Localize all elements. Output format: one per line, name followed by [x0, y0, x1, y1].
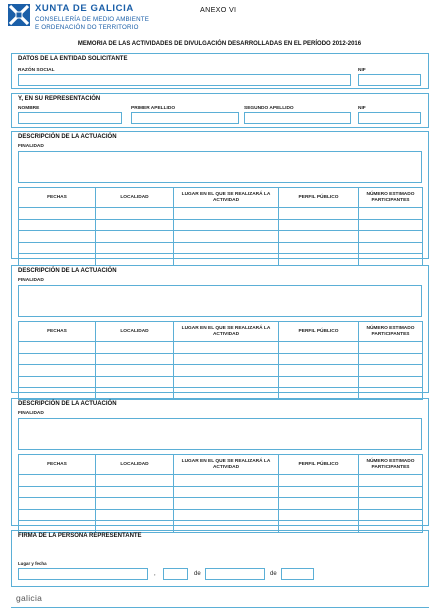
table-cell[interactable] [279, 231, 359, 243]
column-header: LUGAR EN EL QUE SE REALIZARÁ LA ACTIVIDAD [174, 322, 279, 342]
table-cell[interactable] [359, 475, 423, 487]
section-heading: DESCRIPCIÓN DE LA ACTUACIÓN [18, 401, 117, 407]
table-cell[interactable] [279, 208, 359, 220]
table-cell[interactable] [174, 231, 279, 243]
table-cell[interactable] [19, 509, 96, 521]
column-header: PERFIL PÚBLICO [279, 322, 359, 342]
section-heading: DESCRIPCIÓN DE LA ACTUACIÓN [18, 268, 117, 274]
table-row [19, 242, 423, 254]
galicia-footer-logo [16, 593, 42, 603]
table-cell[interactable] [279, 353, 359, 365]
table-cell[interactable] [359, 509, 423, 521]
page-title: MEMORIA DE LAS ACTIVIDADES DE DIVULGACIÓN DESARROLLADAS EN EL PERÍODO 2012-2016 [77, 41, 362, 47]
footer-divider [11, 607, 429, 608]
finalidad-label: FINALIDAD [18, 411, 44, 416]
table-cell[interactable] [96, 509, 174, 521]
table-cell[interactable] [96, 365, 174, 377]
document-header [8, 3, 433, 37]
table-cell[interactable] [279, 254, 359, 266]
table-cell[interactable] [359, 231, 423, 243]
table-row [19, 208, 423, 220]
annex-label: ANEXO VI [200, 5, 237, 14]
table-cell[interactable] [174, 365, 279, 377]
table-cell[interactable] [19, 498, 96, 510]
table-cell[interactable] [96, 208, 174, 220]
table-cell[interactable] [19, 254, 96, 266]
table-row [19, 376, 423, 388]
table-row [19, 231, 423, 243]
table-cell[interactable] [96, 219, 174, 231]
activities-table [18, 321, 423, 400]
column-header: LUGAR EN EL QUE SE REALIZARÁ LA ACTIVIDAD [174, 455, 279, 475]
de-separator-1: de [194, 571, 201, 577]
activities-table [18, 187, 423, 266]
action-section [11, 131, 429, 259]
applicant-section [11, 53, 429, 89]
table-cell[interactable] [279, 475, 359, 487]
day-field[interactable] [163, 568, 188, 580]
table-cell[interactable] [19, 353, 96, 365]
table-cell[interactable] [279, 342, 359, 354]
table-cell[interactable] [279, 509, 359, 521]
column-header: LOCALIDAD [96, 322, 174, 342]
table-cell[interactable] [19, 475, 96, 487]
table-cell[interactable] [279, 376, 359, 388]
department-line-1: CONSELLERÍA DE MEDIO AMBIENTE [35, 16, 150, 23]
column-header: PERFIL PÚBLICO [279, 455, 359, 475]
table-cell[interactable] [96, 486, 174, 498]
column-header: NÚMERO ESTIMADO PARTICIPANTES [359, 322, 423, 342]
table-cell[interactable] [174, 242, 279, 254]
nif-field[interactable] [358, 112, 421, 124]
finalidad-field[interactable] [18, 151, 422, 183]
table-row [19, 509, 423, 521]
place-field[interactable] [18, 568, 148, 580]
activities-table [18, 454, 423, 533]
column-header: LOCALIDAD [96, 188, 174, 208]
table-row [19, 342, 423, 354]
table-cell[interactable] [96, 342, 174, 354]
table-cell[interactable] [174, 475, 279, 487]
table-cell[interactable] [19, 376, 96, 388]
finalidad-label: FINALIDAD [18, 144, 44, 149]
table-cell[interactable] [359, 353, 423, 365]
table-cell[interactable] [96, 254, 174, 266]
table-cell[interactable] [174, 376, 279, 388]
table-cell[interactable] [359, 342, 423, 354]
table-cell[interactable] [19, 219, 96, 231]
column-header: FECHAS [19, 188, 96, 208]
table-cell[interactable] [174, 342, 279, 354]
table-cell[interactable] [359, 365, 423, 377]
table-cell[interactable] [174, 208, 279, 220]
brand-name: XUNTA DE GALICIA [35, 3, 134, 14]
table-cell[interactable] [174, 486, 279, 498]
table-cell[interactable] [96, 498, 174, 510]
action-section [11, 398, 429, 526]
nif-label: NIF [358, 68, 366, 73]
section-heading: Y, EN SU REPRESENTACIÓN [18, 96, 101, 102]
table-cell[interactable] [96, 353, 174, 365]
table-cell[interactable] [279, 242, 359, 254]
column-header: PERFIL PÚBLICO [279, 188, 359, 208]
table-cell[interactable] [359, 486, 423, 498]
segundo-apellido-label: SEGUNDO APELLIDO [244, 106, 294, 111]
table-cell[interactable] [19, 486, 96, 498]
table-row [19, 498, 423, 510]
table-cell[interactable] [19, 365, 96, 377]
primer-apellido-field[interactable] [131, 112, 239, 124]
nombre-label: NOMBRE [18, 106, 40, 111]
nif-label: NIF [358, 106, 366, 111]
table-cell[interactable] [96, 475, 174, 487]
table-cell[interactable] [19, 208, 96, 220]
column-header: LUGAR EN EL QUE SE REALIZARÁ LA ACTIVIDAD [174, 188, 279, 208]
table-cell[interactable] [174, 498, 279, 510]
nombre-field[interactable] [18, 112, 122, 124]
table-row [19, 365, 423, 377]
place-date-label: Lugar y fecha [18, 561, 47, 566]
segundo-apellido-field[interactable] [244, 112, 351, 124]
table-cell[interactable] [96, 242, 174, 254]
column-header: FECHAS [19, 455, 96, 475]
xunta-logo-icon [8, 4, 30, 26]
table-cell[interactable] [174, 219, 279, 231]
galicia-logo-text: galicia [16, 593, 43, 603]
table-cell[interactable] [279, 365, 359, 377]
table-cell[interactable] [174, 353, 279, 365]
section-heading: DESCRIPCIÓN DE LA ACTUACIÓN [18, 134, 117, 140]
column-header: NÚMERO ESTIMADO PARTICIPANTES [359, 455, 423, 475]
comma-separator: , [154, 571, 156, 577]
table-row [19, 486, 423, 498]
signature-section [11, 530, 429, 587]
table-cell[interactable] [359, 376, 423, 388]
table-cell[interactable] [174, 509, 279, 521]
department-line-2: E ORDENACIÓN DO TERRITORIO [35, 23, 139, 31]
razon-social-field[interactable] [18, 74, 351, 86]
year-field[interactable] [281, 568, 314, 580]
table-row [19, 219, 423, 231]
table-cell[interactable] [19, 342, 96, 354]
table-row [19, 254, 423, 266]
table-cell[interactable] [279, 498, 359, 510]
table-row [19, 475, 423, 487]
table-cell[interactable] [174, 254, 279, 266]
department-name [35, 16, 149, 31]
column-header: NÚMERO ESTIMADO PARTICIPANTES [359, 188, 423, 208]
table-cell[interactable] [359, 254, 423, 266]
section-heading: FIRMA DE LA PERSONA REPRESENTANTE [18, 533, 142, 539]
column-header: LOCALIDAD [96, 455, 174, 475]
nif-field[interactable] [358, 74, 421, 86]
month-field[interactable] [205, 568, 265, 580]
table-cell[interactable] [96, 231, 174, 243]
representative-section [11, 93, 429, 128]
table-cell[interactable] [19, 231, 96, 243]
table-cell[interactable] [359, 219, 423, 231]
table-row [19, 353, 423, 365]
table-cell[interactable] [279, 486, 359, 498]
table-cell[interactable] [279, 219, 359, 231]
table-cell[interactable] [359, 498, 423, 510]
action-section [11, 265, 429, 393]
section-heading: DATOS DE LA ENTIDAD SOLICITANTE [18, 56, 128, 62]
table-cell[interactable] [359, 242, 423, 254]
finalidad-label: FINALIDAD [18, 278, 44, 283]
razon-social-label: RAZÓN SOCIAL [18, 68, 55, 73]
primer-apellido-label: PRIMER APELLIDO [131, 106, 176, 111]
de-separator-2: de [270, 571, 277, 577]
finalidad-field[interactable] [18, 285, 422, 317]
column-header: FECHAS [19, 322, 96, 342]
table-cell[interactable] [359, 208, 423, 220]
table-cell[interactable] [19, 242, 96, 254]
finalidad-field[interactable] [18, 418, 422, 450]
table-cell[interactable] [96, 376, 174, 388]
